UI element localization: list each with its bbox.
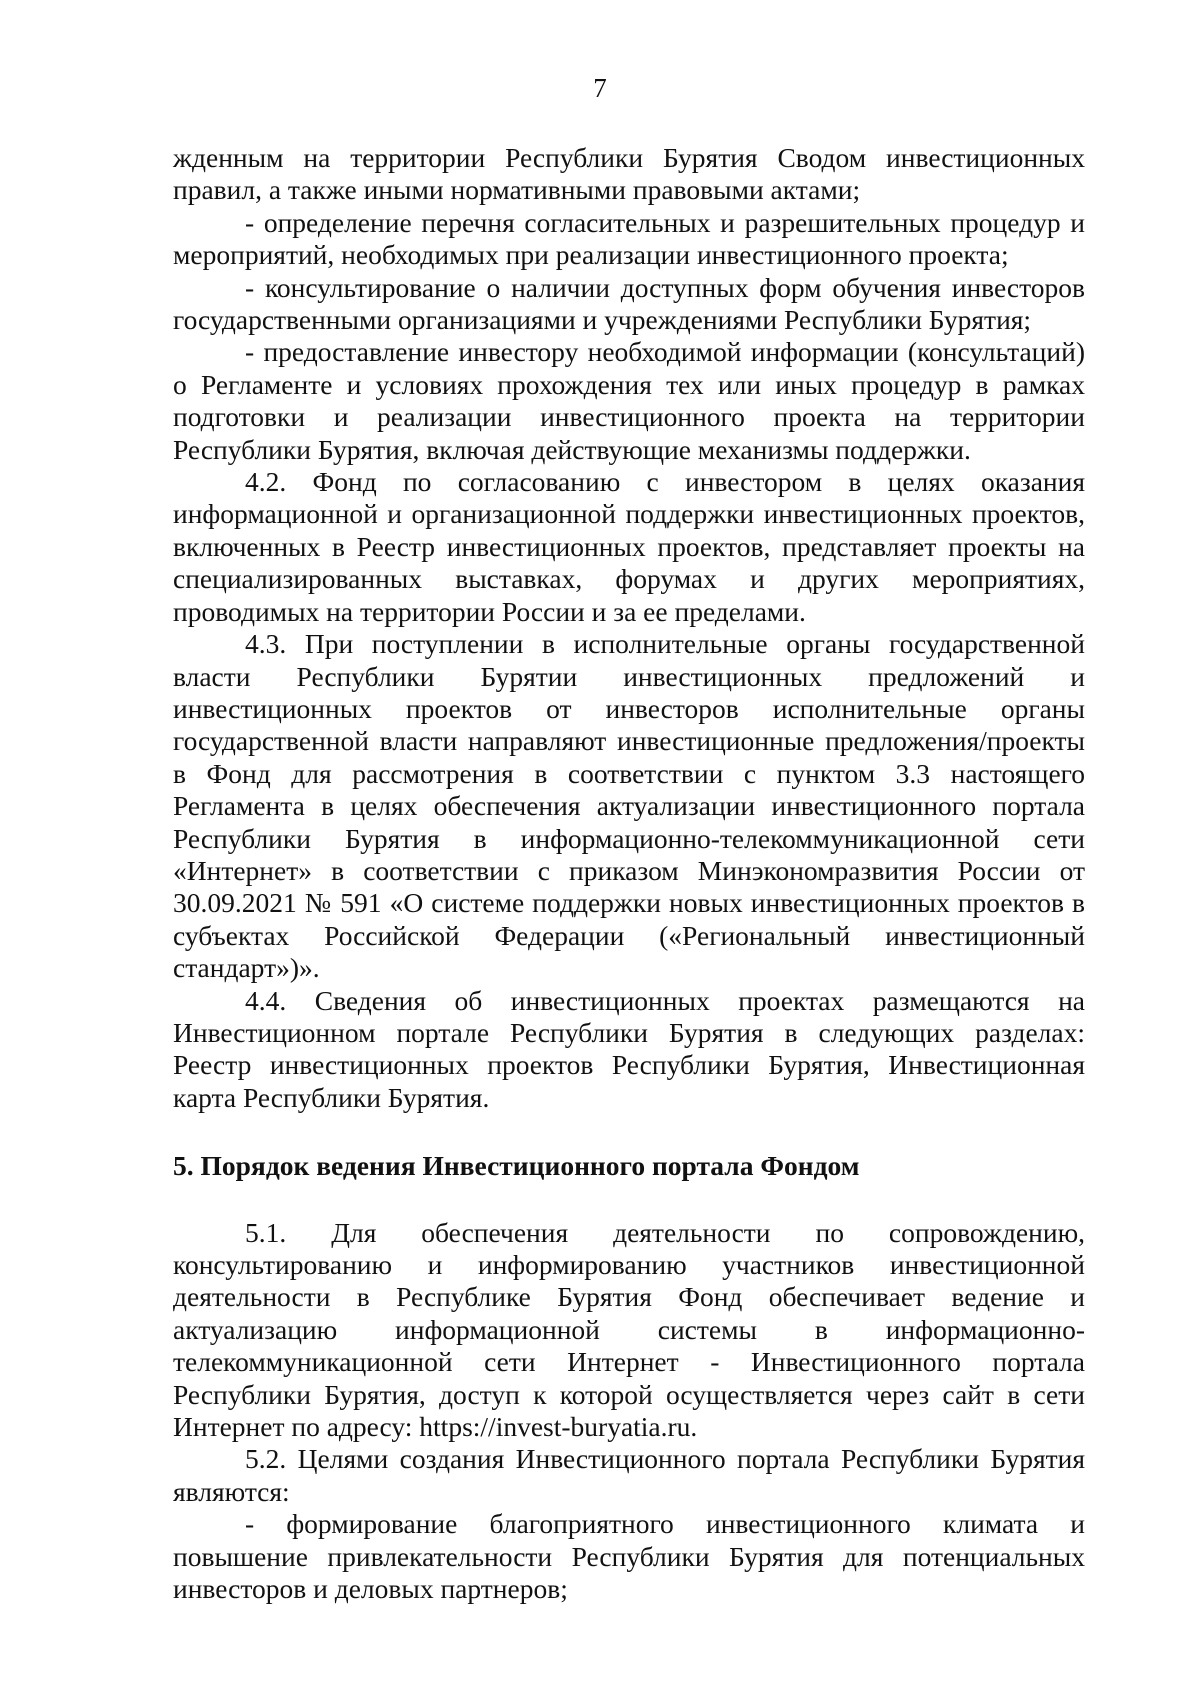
clause-4-2: 4.2. Фонд по согласованию с инвестором в целях оказания информационной и организационной поддержки инвестиционных проектов, включенных в Реестр инвестиционных проектов, представляет проекты на специализированных выставках, форумах и других мероприятиях, проводимых на территории России и за ее пределами. bbox=[173, 466, 1085, 627]
document-body bbox=[173, 142, 1085, 1605]
clause-5-2: 5.2. Целями создания Инвестиционного портала Республики Бурятия являются: bbox=[173, 1443, 1085, 1507]
list-item-consulting: - консультирование о наличии доступных форм обучения инвесторов государственными организациями и учреждениями Республики Бурятия; bbox=[173, 271, 1085, 336]
page-number: 7 bbox=[593, 73, 607, 103]
clause-4-4: 4.4. Сведения об инвестиционных проектах размещаются на Инвестиционном портале Республики Бурятия в следующих разделах: Реестр инвестиционных проектов Республики Бурятия, Инвестиционная карта Республики Бурятия. bbox=[173, 984, 1085, 1113]
section-heading: 5. Порядок ведения Инвестиционного портала Фондом bbox=[173, 1150, 860, 1182]
paragraph-continuation: жденным на территории Республики Бурятия Сводом инвестиционных правил, а также иными нормативными правовыми актами; bbox=[173, 142, 1085, 206]
list-item-procedures: - определение перечня согласительных и разрешительных процедур и мероприятий, необходимых при реализации инвестиционного проекта; bbox=[173, 206, 1085, 271]
list-item-information: - предоставление инвестору необходимой информации (консультаций) о Регламенте и условиях прохождения тех или иных процедур в рамках подготовки и реализации инвестиционного проекта на территории Республики Бурятия, включая действующие механизмы поддержки. bbox=[173, 336, 1085, 465]
clause-4-3: 4.3. При поступлении в исполнительные органы государственной власти Республики Бурятии инвестиционных предложений и инвестиционных проектов от инвесторов исполнительные органы государственной власти направляют инвестиционные предложения/проекты в Фонд для рассмотрения в соответствии с пунктом 3.3 настоящего Регламента в целях обеспечения актуализации инвестиционного портала Республики Бурятия в информационно-телекоммуникационной сети «Интернет» в соответствии с приказом Минэкономразвития России от 30.09.2021 № 591 «О системе поддержки новых инвестиционных проектов в субъектах Российской Федерации («Региональный инвестиционный стандарт»)». bbox=[173, 628, 1085, 984]
clause-5-1: 5.1. Для обеспечения деятельности по сопровождению, консультированию и информированию участников инвестиционной деятельности в Республике Бурятия Фонд обеспечивает ведение и актуализацию информационной системы в информационно-телекоммуникационной сети Интернет - Инвестиционного портала Республики Бурятия, доступ к которой осуществляется через сайт в сети Интернет по адресу: https://invest-buryatia.ru. bbox=[173, 1216, 1085, 1443]
list-item-climate: - формирование благоприятного инвестиционного климата и повышение привлекательности Республики Бурятия для потенциальных инвесторов и деловых партнеров; bbox=[173, 1508, 1085, 1605]
